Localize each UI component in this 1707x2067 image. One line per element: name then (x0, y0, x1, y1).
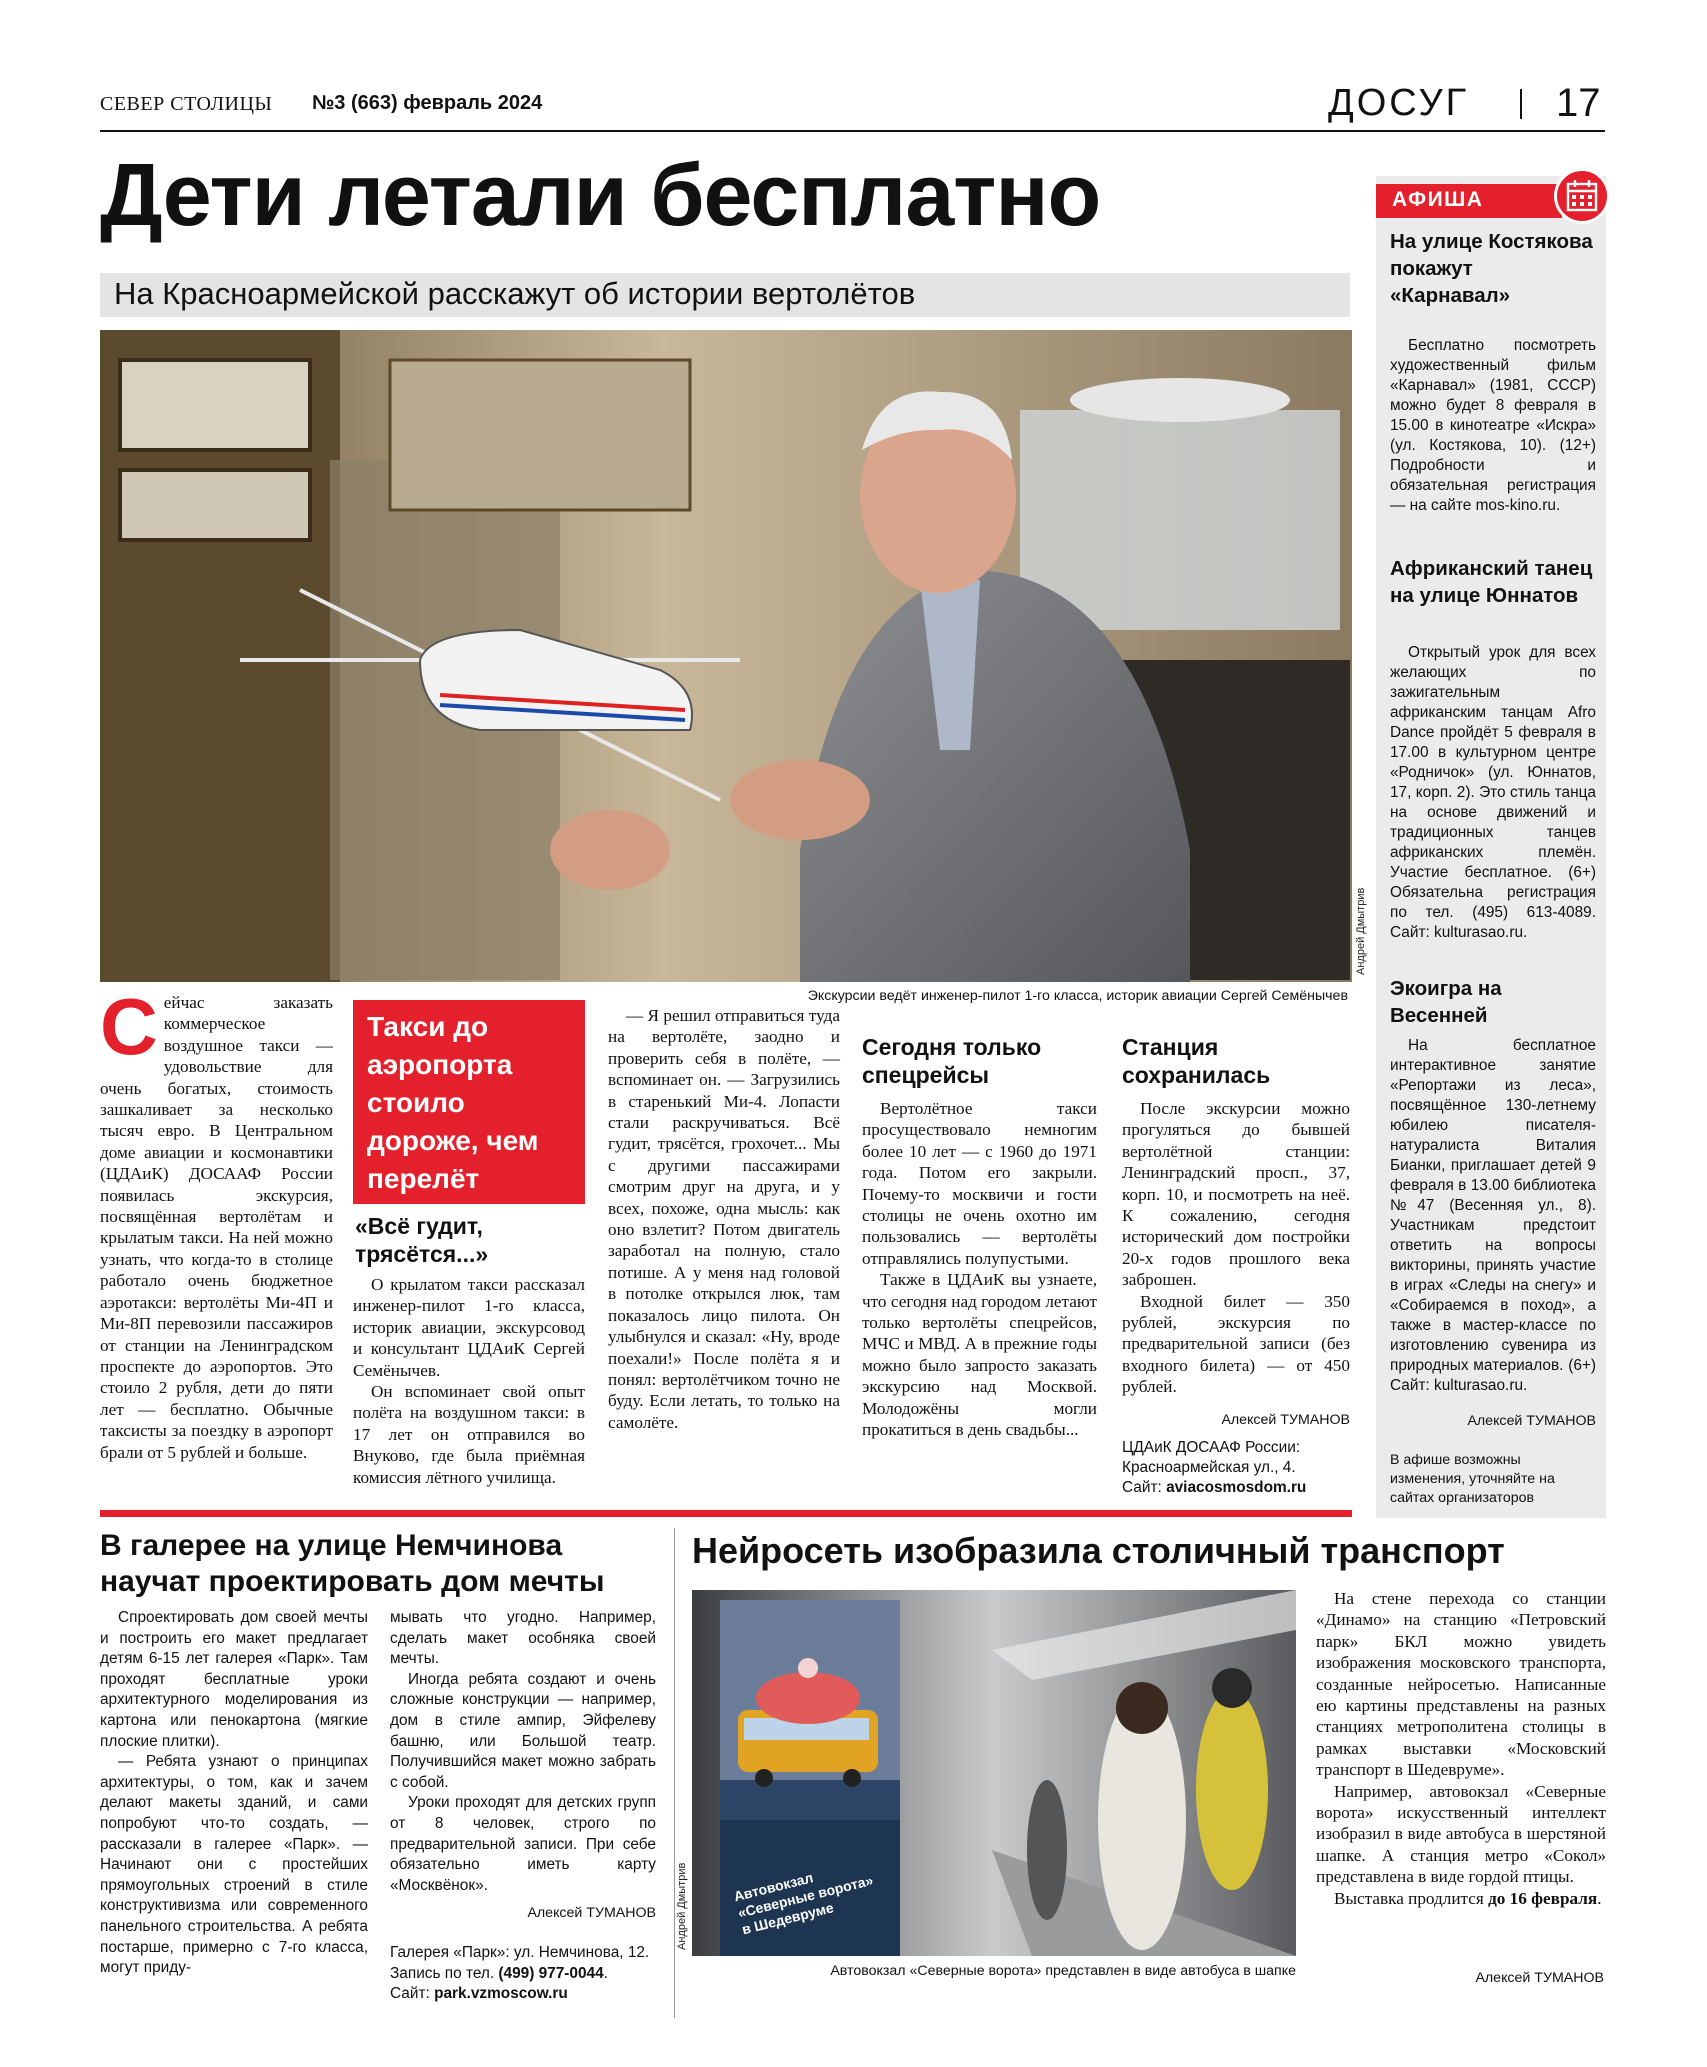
dropcap: С (100, 982, 158, 1071)
metro-last-text: Выставка продлится (1334, 1888, 1489, 1908)
gallery-author: Алексей ТУМАНОВ (527, 1905, 656, 1921)
metro-paragraph-last (1316, 1888, 1606, 1909)
afisha-item-text (1390, 643, 1596, 943)
main-col2-subhead: «Всё гудит, трясётся...» (355, 1213, 489, 1267)
page-header (100, 81, 1605, 133)
gallery-paragraph: Спроектировать дом своей мечты и построить его макет предлагает детям 6-15 лет галерея «Парк». Там проходят бесплатные уроки архитектурного моделирования из картона или пенокартона (мягкие плоские плитки). (100, 1609, 368, 1750)
afisha-item-title: Экоигра на Весенней (1390, 977, 1502, 1027)
afisha-label-bar (1376, 184, 1562, 218)
metro-photo (692, 1590, 1296, 1956)
gallery-info-address: Галерея «Парк»: ул. Немчинова, 12. (390, 1944, 650, 1961)
main-column-2 (353, 1274, 585, 1488)
main-column-1 (100, 982, 333, 1463)
column-divider (674, 1528, 675, 2018)
metro-photo-credit: Андрей Дмытрив (676, 1862, 688, 1950)
main-photo (100, 330, 1352, 982)
gallery-headline: В галерее на улице Немчинова научат проектировать дом мечты (100, 1529, 605, 1598)
metro-author: Алексей ТУМАНОВ (1475, 1970, 1604, 1986)
red-quote-text: Такси до аэропорта стоило дороже, чем перелёт (367, 1011, 539, 1194)
header-rule (100, 130, 1605, 132)
main-subheadline-bar (100, 273, 1350, 317)
gallery-info-site-row (390, 1984, 658, 2005)
header-divider (1520, 89, 1522, 119)
metro-poster-text: Автовокзал «Северные ворота» в Шедевруме (732, 1869, 875, 1938)
metro-headline: Нейросеть изобразила столичный транспорт (692, 1530, 1505, 1571)
main-col4-subhead: Сегодня только спецрейсы (862, 1034, 1042, 1088)
main-info-site-row (1122, 1478, 1350, 1498)
afisha-item-paragraph: Открытый урок для всех желающих по зажигательным африканским танцам Afro Dance пройдёт 5 февраля в 17.00 в культурном центре «Родничок» (ул. Юннатов, 17, корп. 2). Это стиль танца на основе движений и традиционных танцев африканских племён. Участие бесплатное. (6+) Обязательна регистрация по тел. (495) 613-4089. Сайт: kulturasao.ru. (1390, 644, 1596, 941)
main-photo-credit: Андрей Дмытрив (1355, 887, 1367, 975)
main-col2-paragraph: Он вспоминает свой опыт полёта на воздушном такси: в 17 лет он отправился во Внуково, где была приёмная комиссия лётного училища. (353, 1382, 585, 1487)
main-col3-paragraph: — Я решил отправиться туда на вертолёте, заодно и проверить себя в полёте, — вспоминает он. — Загрузились в старенький Ми-4. Лопасти стали раскручиваться. Всё гудит, трясётся, грохочет... Мы с другими пассажирами смотрим друг на друга, и у всех, похоже, одна мысль: как оно взлетит? Потом двигатель заработал на полную, стало потише. А у меня над головой в потолке открылся люк, там показалось лицо пилота. Он улыбнулся и сказал: «Ну, вроде поехали!» После полёта я и понял: вертолётчиком точно не буду. Если летать, то только на самолёте. (608, 1006, 840, 1432)
main-col2-paragraph: О крылатом такси рассказал инженер-пилот 1-го класса, историк авиации, экскурсовод и консультант ЦДАиК Сергей Семёнычев. (353, 1275, 585, 1380)
red-quote-box (353, 1000, 585, 1204)
main-col1-paragraph: ейчас заказать коммерческое воздушное такси — удовольствие для очень богатых, стоимость зашкаливает за несколько тысяч евро. В Центральном доме авиации и космонавтики (ЦДАиК) ДОСААФ России появилась экскурсия, посвящённая вертолётам и крылатым такси. На ней можно узнать, что когда-то в столице работало очень бюджетное аэротакси: вертолёты Ми-4П и Ми-8П перевозили пассажиров от станции на Ленинградском проспекте до аэропортов. Это стоило 2 рубля, дети до пяти лет — бесплатно. Обычные таксисты за поездку в аэропорт брали от 5 рублей и больше. (100, 993, 333, 1462)
main-photo-image (100, 330, 1352, 982)
gallery-paragraph: — Ребята узнают о принципах архитектуры, о том, как и зачем делают макеты зданий, и сами попробуют что-то создать, — рассказали в галерее «Парк». — Начинают они с простейших прямоугольных строений в стиле конструктивизма или современного панельного строительства. А ребята постарше, примерно с 7-го класса, могут приду- (100, 1753, 368, 1977)
main-info (1122, 1438, 1350, 1498)
page-number: 17 (1556, 81, 1601, 125)
main-col5-paragraph: Входной билет — 350 рублей, экскурсия по предварительной записи (без входного билета) — от 450 рублей. (1122, 1291, 1350, 1397)
main-info-address: Красноармейская ул., 4. (1122, 1459, 1296, 1476)
gallery-paragraph: Уроки проходят для детских групп от 8 человек, строго по предварительной записи. При себе обязательно иметь карту «Москвёнок». (390, 1794, 656, 1894)
metro-photo-caption: Автовокзал «Северные ворота» представлен в виде автобуса в шапке (830, 1963, 1296, 1979)
afisha-author: Алексей ТУМАНОВ (1467, 1413, 1596, 1429)
metro-last-end: . (1597, 1888, 1602, 1908)
gallery-info-phone-row: Запись по тел. (499) 977-0044. (390, 1964, 608, 1982)
gallery-paragraph: Иногда ребята создают и очень сложные конструкции — например, дом в стиле ампир, Эйфелеву башню, или Большой театр. Получившийся макет можно забрать с собой. (390, 1670, 656, 1791)
gallery-info-site-link[interactable]: park.vzmoscow.ru (434, 1985, 568, 2002)
issue-number: №3 (663) февраль 2024 (312, 92, 543, 114)
main-col5-paragraph: После экскурсии можно прогуляться до бывшей вертолётной станции: Ленинградский просп., 37, корп. 10, и посмотреть на неё. К сожалению, сегодня исторический дом постройки 20-х годов прошлого века заброшен. (1122, 1099, 1350, 1290)
metro-paragraph: На стене перехода со станции «Динамо» на станцию «Петровский парк» БКЛ можно увидеть изображения московского транспорта, созданные нейросетью. Написанные ею картины представлены на разных станциях метрополитена столицы в рамках выставки «Московский транспорт в Шедевруме». (1316, 1589, 1606, 1780)
gallery-column-2 (390, 1608, 656, 1896)
main-info-site-label: Сайт: (1122, 1479, 1162, 1496)
main-column-3 (608, 1005, 840, 1433)
section-name: ДОСУГ (1328, 82, 1470, 124)
afisha-item-title: На улице Костякова покажут «Карнавал» (1390, 230, 1593, 307)
main-subheadline: На Красноармейской расскажут об истории вертолётов (114, 276, 916, 311)
calendar-icon (1554, 168, 1610, 224)
main-column-5 (1122, 1098, 1350, 1398)
afisha-note: В афише возможны изменения, уточняйте на сайтах организаторов (1390, 1452, 1555, 1506)
main-headline: Дети летали бесплатно (100, 145, 1101, 244)
afisha-sidebar (1376, 176, 1606, 1518)
main-author: Алексей ТУМАНОВ (1221, 1412, 1350, 1428)
afisha-item-title: Африканский танец на улице Юннатов (1390, 557, 1593, 607)
main-info-site-link[interactable]: aviacosmosdom.ru (1166, 1479, 1307, 1496)
afisha-label: АФИША (1392, 188, 1484, 211)
gallery-info-phone[interactable]: (499) 977-0044 (498, 1964, 604, 1982)
main-col5-subhead: Станция сохранилась (1122, 1034, 1271, 1088)
afisha-item-text (1390, 336, 1596, 516)
main-info-org: ЦДАиК ДОСААФ России: (1122, 1439, 1301, 1456)
paper-name: СЕВЕР СТОЛИЦЫ (100, 93, 273, 115)
section-divider (100, 1510, 1352, 1517)
gallery-column-1 (100, 1608, 368, 1979)
afisha-item-paragraph: Бесплатно посмотреть художественный фильм «Карнавал» (1981, СССР) можно будет 8 февраля в 15.00 в кинотеатре «Искра» (ул. Костякова, 10). (12+) Подробности и обязательная регистрация — на сайте mos-kino.ru. (1390, 337, 1596, 514)
main-col4-paragraph: Вертолётное такси просуществовало немногим более 10 лет — с 1960 до 1971 года. Потом его закрыли. Почему-то москвичи и гости столицы не очень охотно им пользовались — вертолёты отправлялись полупустыми. (862, 1099, 1097, 1268)
afisha-item-text (1390, 1036, 1596, 1396)
gallery-info (390, 1943, 658, 2005)
gallery-info-phone-label: Запись по тел. (390, 1964, 495, 1982)
main-col4-paragraph: Также в ЦДАиК вы узнаете, что сегодня над городом летают только вертолёты спецрейсов, МЧС и МВД. А в прежние годы можно было запросто заказать экскурсию над Москвой. Молодожёны могли прокатиться в день свадьбы... (862, 1270, 1097, 1440)
metro-last-bold: до 16 февраля (1488, 1888, 1598, 1908)
afisha-item-paragraph: На бесплатное интерактивное занятие «Репортажи из леса», посвящённое 130-летнему юбилею писателя-натуралиста Виталия Бианки, приглашает детей 9 февраля в 13.00 библиотека №47 (Весенняя ул., 8). Участникам предстоит ответить на вопросы викторины, принять участие в играх «Следы на снегу» и «Собираемся в поход», а также в мастер-классе по изготовлению сувенира из природных материалов. (6+) Сайт: kulturasao.ru. (1390, 1037, 1596, 1394)
metro-paragraph: Например, автовокзал «Северные ворота» искусственный интеллект изобразил в виде автобуса в шерстяной шапке. А станция метро «Сокол» представлена в виде гордой птицы. (1316, 1781, 1606, 1887)
main-photo-caption: Экскурсии ведёт инженер-пилот 1-го класса, историк авиации Сергей Семёнычев (807, 988, 1348, 1004)
metro-text-column (1316, 1588, 1606, 1909)
gallery-info-site-label: Сайт: (390, 1985, 430, 2002)
gallery-paragraph: мывать что угодно. Например, сделать макет особняка своей мечты. (390, 1609, 656, 1668)
main-column-4 (862, 1098, 1097, 1441)
